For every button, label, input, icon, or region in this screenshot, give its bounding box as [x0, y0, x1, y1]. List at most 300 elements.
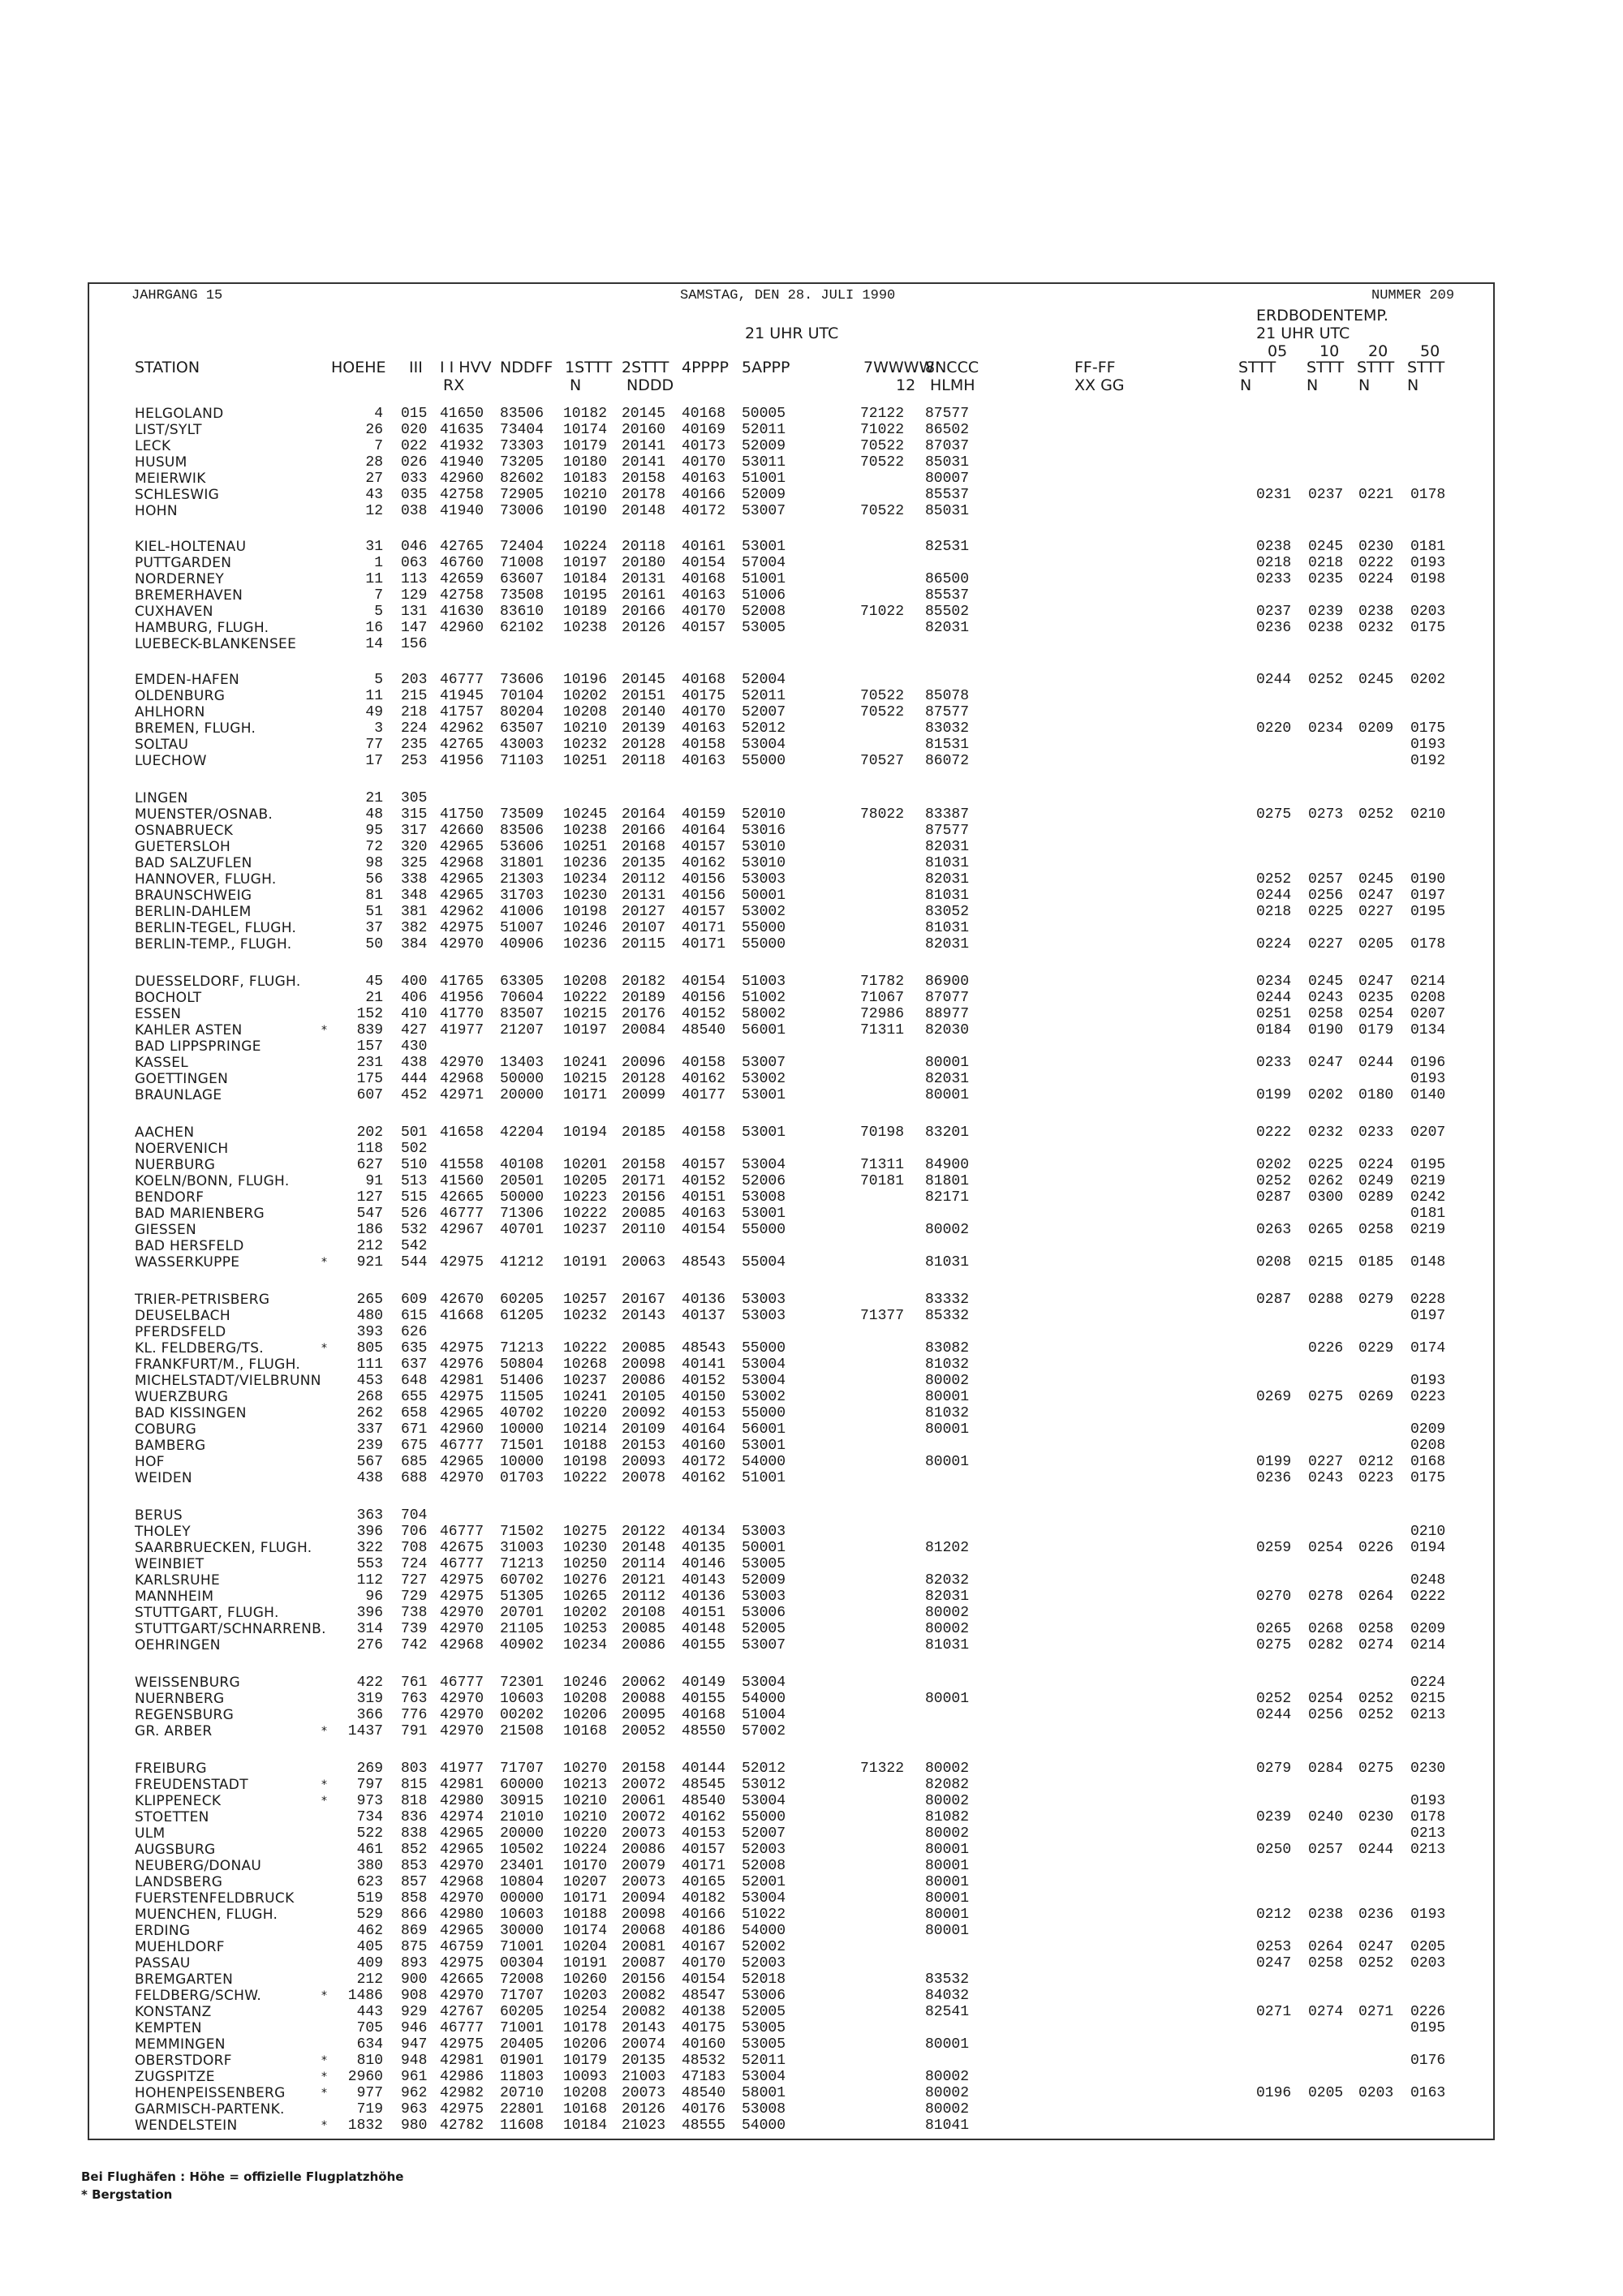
station-index: 325 [401, 855, 428, 871]
synop-group-7: 78022 [860, 806, 905, 823]
synop-group-6: 53012 [742, 1777, 786, 1793]
synop-group-2: 20701 [500, 1605, 545, 1621]
soil-temp-value: 0235 [1358, 990, 1394, 1006]
synop-group-4: 20128 [622, 737, 666, 753]
synop-group-5: 40176 [682, 2101, 726, 2118]
mountain-station-marker: * [321, 1024, 327, 1037]
synop-group-8: 83201 [925, 1124, 970, 1141]
station-index: 513 [401, 1173, 428, 1189]
station-index: 452 [401, 1087, 428, 1103]
synop-group-5: 40166 [682, 487, 726, 503]
synop-group-6: 53004 [742, 1675, 786, 1691]
soil-temp-value: 0269 [1358, 1389, 1394, 1405]
synop-group-8: 86072 [925, 753, 970, 769]
synop-group-5: 40153 [682, 1405, 726, 1421]
station-name: EMDEN-HAFEN [135, 672, 240, 688]
station-name: BAD HERSFELD [135, 1238, 244, 1254]
synop-group-2: 80204 [500, 704, 545, 720]
soil-temp-value: 0273 [1308, 806, 1344, 823]
station-index: 526 [401, 1206, 428, 1222]
synop-group-4: 20094 [622, 1890, 666, 1907]
station-height: 1437 [347, 1723, 383, 1739]
station-index: 635 [401, 1340, 428, 1357]
soil-temp-value: 0222 [1358, 555, 1394, 571]
soil-temp-value: 0245 [1358, 672, 1394, 688]
synop-group-3: 10222 [563, 990, 608, 1006]
synop-group-2: 73509 [500, 806, 545, 823]
col-5appp-header: 5APPP [742, 359, 790, 376]
station-height: 186 [356, 1222, 383, 1238]
station-height: 72 [365, 839, 383, 855]
soil-temp-value: 0199 [1256, 1087, 1292, 1103]
soil-temp-value: 0190 [1410, 871, 1446, 888]
station-index: 033 [401, 471, 428, 487]
synop-group-8: 87037 [925, 438, 970, 454]
soil-temp-value: 0275 [1308, 1389, 1344, 1405]
soil-temp-value: 0254 [1358, 1006, 1394, 1022]
synop-group-5: 40172 [682, 1454, 726, 1470]
station-index: 900 [401, 1971, 428, 1988]
synop-group-1: 42968 [440, 1637, 484, 1653]
observation-time: 21 UHR UTC [745, 325, 839, 342]
synop-group-8: 81082 [925, 1809, 970, 1825]
synop-group-7: 71311 [860, 1022, 905, 1038]
synop-group-1: 42758 [440, 587, 484, 604]
soil-temp-value: 0175 [1410, 1470, 1446, 1486]
synop-group-6: 51002 [742, 990, 786, 1006]
synop-group-8: 81801 [925, 1173, 970, 1189]
synop-group-5: 40162 [682, 1071, 726, 1087]
synop-group-1: 42665 [440, 1971, 484, 1988]
synop-group-4: 20085 [622, 1340, 666, 1357]
synop-group-8: 80001 [925, 1842, 970, 1858]
station-name: BREMEN, FLUGH. [135, 720, 256, 737]
synop-group-6: 52005 [742, 1621, 786, 1637]
synop-group-4: 20126 [622, 620, 666, 636]
synop-group-8: 80001 [925, 1691, 970, 1707]
synop-group-5: 40151 [682, 1189, 726, 1206]
synop-group-8: 82030 [925, 1022, 970, 1038]
synop-group-1: 42765 [440, 737, 484, 753]
synop-group-5: 40138 [682, 2004, 726, 2020]
synop-group-7: 71311 [860, 1157, 905, 1173]
synop-group-6: 51001 [742, 571, 786, 587]
station-name: KOELN/BONN, FLUGH. [135, 1173, 290, 1189]
station-name: LECK [135, 438, 171, 454]
col-iihvv-header: I I HVV [440, 359, 492, 376]
synop-group-6: 56001 [742, 1421, 786, 1438]
synop-group-5: 40154 [682, 974, 726, 990]
soil-temp-value: 0225 [1308, 904, 1344, 920]
synop-group-5: 40163 [682, 471, 726, 487]
soil-temp-value: 0252 [1358, 1707, 1394, 1723]
station-index: 305 [401, 790, 428, 806]
synop-group-4: 20166 [622, 604, 666, 620]
station-height: 268 [356, 1389, 383, 1405]
soil-temp-value: 0287 [1256, 1292, 1292, 1308]
synop-group-2: 70604 [500, 990, 545, 1006]
soil-temp-value: 0199 [1256, 1454, 1292, 1470]
station-height: 27 [365, 471, 383, 487]
synop-group-2: 51406 [500, 1373, 545, 1389]
synop-group-3: 10245 [563, 806, 608, 823]
synop-group-2: 41212 [500, 1254, 545, 1271]
soil-temp-value: 0202 [1308, 1087, 1344, 1103]
soil-temp-value: 0197 [1410, 1308, 1446, 1324]
synop-group-1: 41956 [440, 990, 484, 1006]
station-name: FRANKFURT/M., FLUGH. [135, 1357, 301, 1373]
soil-temp-value: 0222 [1256, 1124, 1292, 1141]
synop-group-4: 20143 [622, 2020, 666, 2036]
synop-group-8: 80002 [925, 1793, 970, 1809]
synop-group-6: 53016 [742, 823, 786, 839]
synop-group-6: 55004 [742, 1254, 786, 1271]
soil-temp-value: 0238 [1308, 620, 1344, 636]
synop-group-3: 10170 [563, 1858, 608, 1874]
station-name: STUTTGART, FLUGH. [135, 1605, 279, 1621]
station-name: LUEBECK-BLANKENSEE [135, 636, 297, 652]
station-height: 422 [356, 1675, 383, 1691]
synop-group-6: 58002 [742, 1006, 786, 1022]
station-index: 315 [401, 806, 428, 823]
station-name: KEMPTEN [135, 2020, 202, 2036]
synop-group-3: 10174 [563, 422, 608, 438]
station-index: 406 [401, 990, 428, 1006]
soil-temp-value: 0193 [1410, 1793, 1446, 1809]
synop-group-4: 20131 [622, 571, 666, 587]
mountain-station-marker: * [321, 2054, 327, 2067]
synop-group-4: 20118 [622, 539, 666, 555]
synop-group-2: 71008 [500, 555, 545, 571]
station-height: 438 [356, 1470, 383, 1486]
synop-group-1: 46760 [440, 555, 484, 571]
synop-group-1: 42968 [440, 1071, 484, 1087]
synop-group-7: 70198 [860, 1124, 905, 1141]
synop-group-8: 81202 [925, 1540, 970, 1556]
synop-group-6: 51001 [742, 471, 786, 487]
synop-group-4: 20164 [622, 806, 666, 823]
synop-group-8: 83052 [925, 904, 970, 920]
synop-group-4: 20082 [622, 1988, 666, 2004]
soil-temp-value: 0247 [1358, 1939, 1394, 1955]
synop-group-1: 42765 [440, 539, 484, 555]
synop-group-8: 87577 [925, 406, 970, 422]
station-height: 529 [356, 1907, 383, 1923]
station-height: 5 [374, 604, 383, 620]
soil-temp-value: 0213 [1410, 1842, 1446, 1858]
stt-50-header: STTT [1407, 359, 1445, 376]
soil-temp-value: 0244 [1256, 672, 1292, 688]
synop-group-2: 71502 [500, 1524, 545, 1540]
synop-group-5: 40136 [682, 1292, 726, 1308]
station-index: 962 [401, 2085, 428, 2101]
station-name: MEMMINGEN [135, 2036, 226, 2053]
synop-group-3: 10234 [563, 1637, 608, 1653]
synop-group-3: 10196 [563, 672, 608, 688]
footnote-airports: Bei Flughäfen : Höhe = offizielle Flugplatzhöhe [81, 2169, 404, 2184]
col-1sttt-header: 1STTT [565, 359, 613, 376]
synop-group-3: 10246 [563, 920, 608, 936]
synop-group-1: 42976 [440, 1357, 484, 1373]
synop-group-3: 10241 [563, 1389, 608, 1405]
synop-group-2: 40702 [500, 1405, 545, 1421]
station-height: 380 [356, 1858, 383, 1874]
soil-temp-value: 0215 [1308, 1254, 1344, 1271]
station-index: 729 [401, 1589, 428, 1605]
synop-group-1: 41977 [440, 1761, 484, 1777]
synop-group-1: 42970 [440, 1723, 484, 1739]
station-name: BRAUNSCHWEIG [135, 888, 252, 904]
synop-group-2: 63305 [500, 974, 545, 990]
soil-temp-value: 0202 [1410, 672, 1446, 688]
synop-group-4: 20074 [622, 2036, 666, 2053]
soil-temp-value: 0226 [1308, 1340, 1344, 1357]
station-height: 12 [365, 503, 383, 519]
station-index: 893 [401, 1955, 428, 1971]
synop-group-6: 55000 [742, 753, 786, 769]
station-height: 634 [356, 2036, 383, 2053]
station-name: HOF [135, 1454, 165, 1470]
soil-temp-value: 0192 [1410, 753, 1446, 769]
synop-group-3: 10224 [563, 539, 608, 555]
synop-group-4: 20095 [622, 1707, 666, 1723]
synop-group-5: 40169 [682, 422, 726, 438]
station-index: 675 [401, 1438, 428, 1454]
soil-temp-value: 0275 [1358, 1761, 1394, 1777]
synop-group-6: 55000 [742, 1405, 786, 1421]
synop-group-6: 53002 [742, 1389, 786, 1405]
synop-group-3: 10265 [563, 1589, 608, 1605]
synop-group-3: 10237 [563, 1222, 608, 1238]
synop-group-5: 40151 [682, 1605, 726, 1621]
col-hlmh-subheader: HLMH [930, 376, 975, 394]
synop-group-3: 10190 [563, 503, 608, 519]
synop-group-6: 53001 [742, 1087, 786, 1103]
station-header: STATION [135, 359, 200, 376]
station-index: 815 [401, 1777, 428, 1793]
synop-group-5: 40170 [682, 704, 726, 720]
station-name: KLIPPENECK [135, 1793, 222, 1809]
soil-temp-value: 0228 [1410, 1292, 1446, 1308]
station-height: 409 [356, 1955, 383, 1971]
soil-temp-value: 0193 [1410, 1071, 1446, 1087]
soil-temp-value: 0207 [1410, 1124, 1446, 1141]
synop-group-3: 10230 [563, 888, 608, 904]
synop-group-2: 83506 [500, 406, 545, 422]
soil-temp-value: 0210 [1410, 806, 1446, 823]
soil-temp-value: 0209 [1358, 720, 1394, 737]
synop-group-1: 42970 [440, 1470, 484, 1486]
soil-temp-value: 0208 [1410, 1438, 1446, 1454]
soil-temp-value: 0256 [1308, 1707, 1344, 1723]
station-height: 366 [356, 1707, 383, 1723]
synop-group-7: 71322 [860, 1761, 905, 1777]
station-name: KASSEL [135, 1055, 189, 1071]
synop-group-4: 20087 [622, 1955, 666, 1971]
station-height: 26 [365, 422, 383, 438]
station-height: 50 [365, 936, 383, 952]
mountain-station-marker: * [321, 2087, 327, 2100]
soil-temp-value: 0212 [1256, 1907, 1292, 1923]
synop-group-6: 53008 [742, 1189, 786, 1206]
station-height: 461 [356, 1842, 383, 1858]
synop-group-5: 40146 [682, 1556, 726, 1572]
synop-group-5: 40152 [682, 1006, 726, 1022]
synop-group-5: 40159 [682, 806, 726, 823]
synop-group-3: 10206 [563, 1707, 608, 1723]
synop-group-3: 10206 [563, 2036, 608, 2053]
synop-group-1: 42970 [440, 1890, 484, 1907]
synop-group-4: 20092 [622, 1405, 666, 1421]
synop-group-4: 20082 [622, 2004, 666, 2020]
synop-group-1: 42965 [440, 871, 484, 888]
station-index: 022 [401, 438, 428, 454]
synop-group-5: 40166 [682, 1907, 726, 1923]
synop-group-4: 20158 [622, 1157, 666, 1173]
mountain-station-marker: * [321, 1795, 327, 1808]
synop-group-5: 40155 [682, 1637, 726, 1653]
synop-group-6: 52018 [742, 1971, 786, 1988]
synop-group-6: 52012 [742, 720, 786, 737]
soil-temp-value: 0233 [1256, 571, 1292, 587]
synop-group-1: 42659 [440, 571, 484, 587]
soil-temp-value: 0244 [1256, 888, 1292, 904]
soil-temp-value: 0193 [1410, 1373, 1446, 1389]
station-name: HELGOLAND [135, 406, 224, 422]
soil-temp-value: 0254 [1308, 1540, 1344, 1556]
synop-group-3: 10201 [563, 1157, 608, 1173]
synop-group-1: 42782 [440, 2118, 484, 2134]
soil-temp-value: 0259 [1256, 1540, 1292, 1556]
synop-group-1: 42965 [440, 1405, 484, 1421]
synop-group-2: 31003 [500, 1540, 545, 1556]
synop-group-5: 40136 [682, 1589, 726, 1605]
synop-group-1: 41668 [440, 1308, 484, 1324]
station-height: 112 [356, 1572, 383, 1589]
station-height: 977 [356, 2085, 383, 2101]
synop-group-8: 80001 [925, 2036, 970, 2053]
synop-group-4: 20167 [622, 1292, 666, 1308]
station-height: 519 [356, 1890, 383, 1907]
soil-temp-value: 0252 [1358, 1955, 1394, 1971]
synop-group-6: 53007 [742, 1637, 786, 1653]
synop-group-1: 42660 [440, 823, 484, 839]
station-height: 480 [356, 1308, 383, 1324]
station-height: 96 [365, 1589, 383, 1605]
station-index: 948 [401, 2053, 428, 2069]
station-height: 2960 [347, 2069, 383, 2085]
synop-group-2: 83506 [500, 823, 545, 839]
station-index: 963 [401, 2101, 428, 2118]
station-height: 269 [356, 1761, 383, 1777]
synop-group-1: 42968 [440, 855, 484, 871]
station-index: 946 [401, 2020, 428, 2036]
soil-temp-value: 0213 [1410, 1707, 1446, 1723]
synop-group-1: 42965 [440, 888, 484, 904]
soil-temp-value: 0257 [1308, 871, 1344, 888]
station-name: PASSAU [135, 1955, 191, 1971]
synop-group-8: 85031 [925, 503, 970, 519]
soil-temp-value: 0247 [1256, 1955, 1292, 1971]
synop-group-6: 52001 [742, 1874, 786, 1890]
soil-temp-value: 0229 [1358, 1340, 1394, 1357]
synop-group-2: 71501 [500, 1438, 545, 1454]
synop-group-3: 10238 [563, 823, 608, 839]
synop-group-8: 80001 [925, 1389, 970, 1405]
station-name: WASSERKUPPE [135, 1254, 240, 1271]
synop-group-1: 42767 [440, 2004, 484, 2020]
synop-group-2: 73303 [500, 438, 545, 454]
mountain-station-marker: * [321, 2070, 327, 2083]
synop-group-8: 81031 [925, 1637, 970, 1653]
soil-temp-value: 0245 [1358, 871, 1394, 888]
synop-group-1: 41765 [440, 974, 484, 990]
synop-group-1: 46777 [440, 1675, 484, 1691]
station-index: 113 [401, 571, 428, 587]
synop-group-6: 52008 [742, 1858, 786, 1874]
synop-group-3: 10198 [563, 904, 608, 920]
soil-temp-value: 0196 [1256, 2085, 1292, 2101]
synop-group-6: 54000 [742, 1923, 786, 1939]
soil-temp-value: 0215 [1410, 1691, 1446, 1707]
synop-group-1: 42975 [440, 1589, 484, 1605]
station-index: 671 [401, 1421, 428, 1438]
synop-group-5: 40157 [682, 1157, 726, 1173]
station-height: 14 [365, 636, 383, 652]
synop-group-5: 40149 [682, 1675, 726, 1691]
station-height: 705 [356, 2020, 383, 2036]
synop-group-7: 70181 [860, 1173, 905, 1189]
synop-group-1: 46759 [440, 1939, 484, 1955]
synop-group-3: 10230 [563, 1540, 608, 1556]
synop-group-6: 53005 [742, 1556, 786, 1572]
synop-group-1: 42960 [440, 1421, 484, 1438]
soil-temp-value: 0234 [1256, 974, 1292, 990]
synop-group-8: 87077 [925, 990, 970, 1006]
mountain-station-marker: * [321, 2119, 327, 2132]
soil-temp-value: 0235 [1308, 571, 1344, 587]
station-height: 553 [356, 1556, 383, 1572]
synop-group-4: 20153 [622, 1438, 666, 1454]
synop-group-2: 11608 [500, 2118, 545, 2134]
station-height: 405 [356, 1939, 383, 1955]
station-name: BAD KISSINGEN [135, 1405, 247, 1421]
synop-group-6: 57002 [742, 1723, 786, 1739]
synop-group-3: 10222 [563, 1470, 608, 1486]
soil-temp-value: 0252 [1308, 672, 1344, 688]
station-name: ZUGSPITZE [135, 2069, 215, 2085]
synop-group-8: 85537 [925, 487, 970, 503]
synop-group-2: 73205 [500, 454, 545, 471]
soil-temp-value: 0231 [1256, 487, 1292, 503]
station-index: 961 [401, 2069, 428, 2085]
synop-group-2: 71001 [500, 1939, 545, 1955]
synop-group-6: 52009 [742, 438, 786, 454]
soil-temp-value: 0268 [1308, 1621, 1344, 1637]
synop-group-8: 83387 [925, 806, 970, 823]
synop-group-8: 82031 [925, 1071, 970, 1087]
station-name: NEUBERG/DONAU [135, 1858, 262, 1874]
synop-group-2: 71707 [500, 1988, 545, 2004]
station-index: 035 [401, 487, 428, 503]
station-name: OLDENBURG [135, 688, 226, 704]
soil-temp-value: 0288 [1308, 1292, 1344, 1308]
station-index: 655 [401, 1389, 428, 1405]
synop-group-5: 40143 [682, 1572, 726, 1589]
synop-group-8: 80001 [925, 1907, 970, 1923]
soil-temp-value: 0214 [1410, 1637, 1446, 1653]
synop-group-2: 71306 [500, 1206, 545, 1222]
